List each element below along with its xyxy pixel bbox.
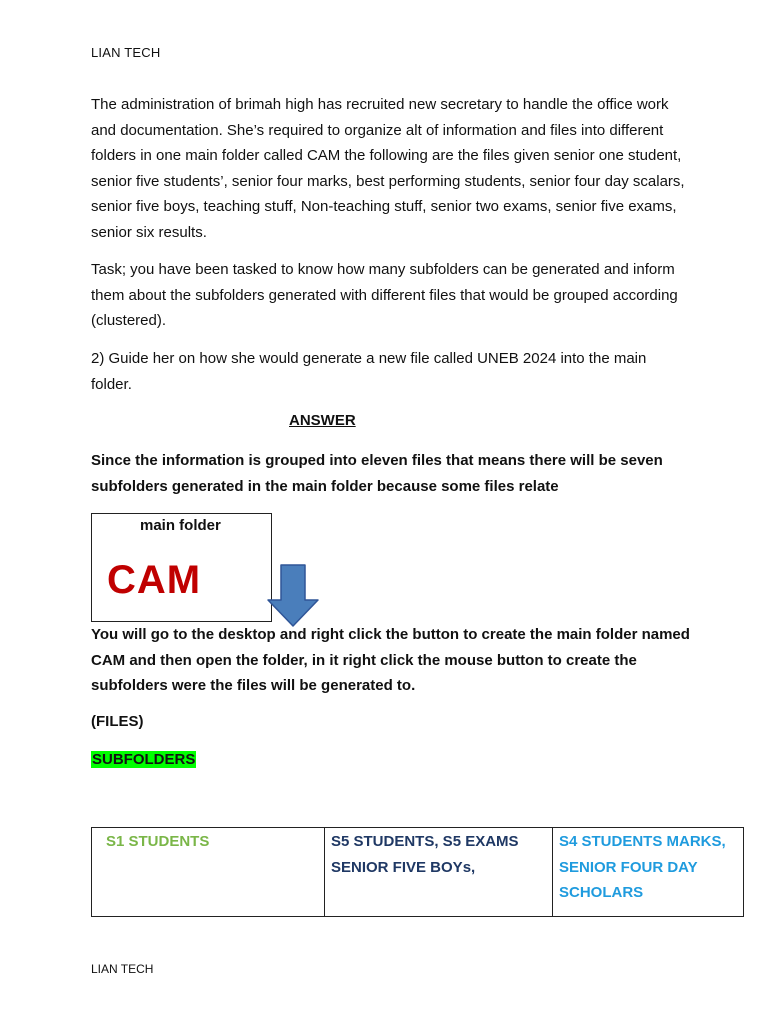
main-folder-box [91, 513, 272, 622]
subfolders-label: SUBFOLDERS [92, 751, 196, 768]
subfolders-table [91, 827, 744, 917]
page-header: LIAN TECH [91, 45, 161, 60]
files-label: (FILES) [91, 713, 144, 730]
down-arrow-icon [266, 563, 320, 629]
main-folder-label: main folder [140, 517, 221, 534]
table-cell-s5: S5 STUDENTS, S5 EXAMS SENIOR FIVE BOYs, [325, 828, 553, 917]
page-footer: LIAN TECH [91, 962, 154, 976]
table-cell-s4: S4 STUDENTS MARKS, SENIOR FOUR DAY SCHOLARS [553, 828, 744, 917]
main-folder-name: CAM [107, 558, 202, 602]
answer-paragraph: Since the information is grouped into eleven files that means there will be seven subfolders generated in the main folder because some files relate [91, 452, 663, 495]
table-row [92, 828, 744, 917]
answer-heading: ANSWER [289, 412, 356, 429]
table-cell-s1: S1 STUDENTS [92, 828, 325, 917]
steps-paragraph: You will go to the desktop and right click the button to create the main folder named CAM and then open the folder, in it right click the mouse button to create the subfolders were the files will be generated to. [91, 626, 690, 694]
guide-paragraph: 2) Guide her on how she would generate a new file called UNEB 2024 into the main folder. [91, 350, 647, 393]
task-paragraph: Task; you have been tasked to know how many subfolders can be generated and inform them about the subfolders generated with different files that would be grouped according (clustered). [91, 261, 678, 329]
intro-paragraph: The administration of brimah high has recruited new secretary to handle the office work and documentation. She’s required to organize alt of information and files into different folders in one main folder called CAM the following are the files given senior one student, senior five students’, senior four marks, best performing students, senior four day scalars, senior five boys, teaching stuff, Non-teaching stuff, senior two exams, senior five exams, senior six results. [91, 96, 685, 241]
